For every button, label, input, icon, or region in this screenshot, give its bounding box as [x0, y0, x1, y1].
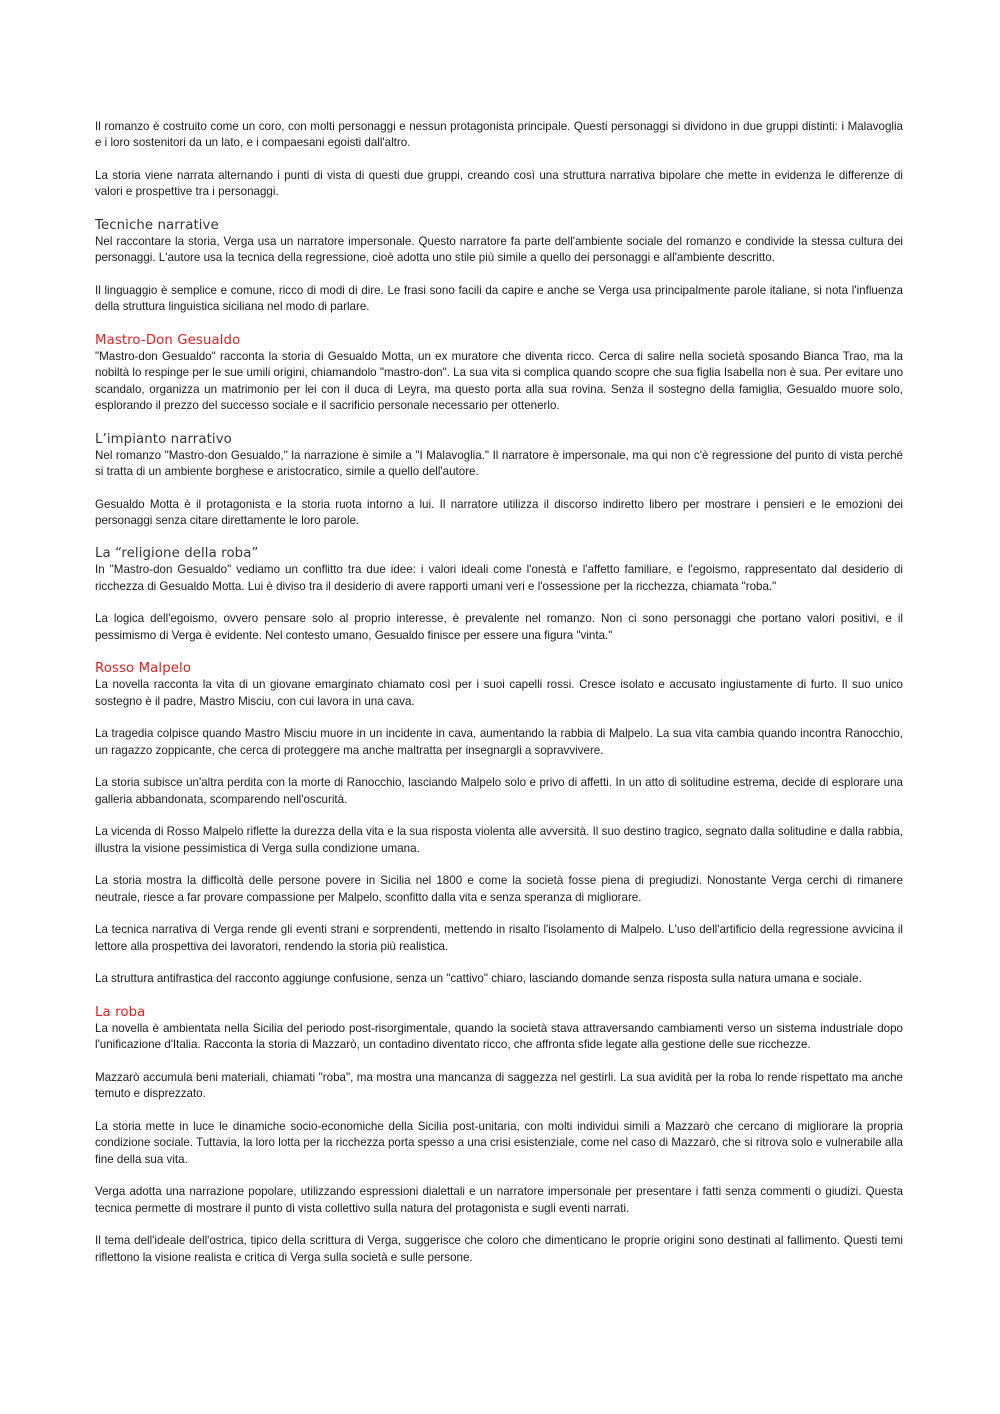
paragraph: In "Mastro-don Gesualdo" vediamo un conflitto tra due idee: i valori ideali come l'onestà e l'affetto familiare, e l'egoismo, rappresentato dal desiderio di ricchezza di Gesualdo Motta. Lui è diviso tra il desiderio di avere rapporti umani veri e l'ossessione per la ricchezza, chiamata "roba." [95, 563, 903, 593]
paragraph: Nel raccontare la storia, Verga usa un narratore impersonale. Questo narratore fa parte dell'ambiente sociale del romanzo e condivide la stessa cultura dei personaggi. L'autore usa la tecnica della regressione, cioè adotta uno stile più simile a quello dei personaggi e all'ambiente descritto. [95, 234, 903, 265]
paragraph: La storia viene narrata alternando i punti di vista di questi due gruppi, creando così una struttura narrativa bipolare che mette in evidenza le differenze di valori e prospettive tra i personaggi. [95, 168, 903, 199]
section-heading-mastro-don-gesualdo: Mastro-Don Gesualdo [95, 332, 241, 348]
section-heading-religione-della-roba: La “religione della roba” [95, 546, 259, 562]
paragraph: La tecnica narrativa di Verga rende gli eventi strani e sorprendenti, mettendo in risalto l'isolamento di Malpelo. L'uso dell'artificio della regressione avvicina il lettore alla prospettiva dei lavoratori, rendendo la storia più realistica. [95, 923, 903, 953]
paragraph: La storia mostra la difficoltà delle persone povere in Sicilia nel 1800 e come la società fosse piena di pregiudizi. Nonostante Verga cerchi di rimanere neutrale, riesce a far provare compassione per Malpelo, sconfitto dalla vita e senza speranza di migliorare. [95, 874, 903, 904]
paragraph: La storia subisce un'altra perdita con la morte di Ranocchio, lasciando Malpelo solo e privo di affetti. In un atto di solitudine estrema, decide di esplorare una galleria abbandonata, scomparendo nell'oscurità. [95, 776, 903, 806]
paragraph: Il romanzo è costruito come un coro, con molti personaggi e nessun protagonista principale. Questi personaggi si dividono in due gruppi distinti: i Malavoglia e i loro sostenitori da un lato, e i compaesani egoisti dall'altro. [95, 120, 903, 150]
paragraph: Il linguaggio è semplice e comune, ricco di modi di dire. Le frasi sono facili da capire e anche se Verga usa principalmente parole italiane, si nota l'influenza della struttura linguistica siciliana nel modo di parlare. [95, 283, 903, 314]
paragraph: La logica dell'egoismo, ovvero pensare solo al proprio interesse, è prevalente nel romanzo. Non ci sono personaggi che portano valori positivi, e il pessimismo di Verga è evidente. Nel contesto umano, Gesualdo finisce per essere una figura "vinta." [95, 612, 903, 642]
document-page [95, 119, 903, 1282]
paragraph: Mazzarò accumula beni materiali, chiamati "roba", ma mostra una mancanza di saggezza nel gestirli. La sua avidità per la roba lo rende rispettato ma anche temuto e disprezzato. [95, 1071, 903, 1101]
paragraph: La tragedia colpisce quando Mastro Misciu muore in un incidente in cava, aumentando la rabbia di Malpelo. La sua vita cambia quando incontra Ranocchio, un ragazzo zoppicante, che cerca di proteggere ma anche maltratta per insegnargli a sopravvivere. [95, 727, 903, 757]
section-heading-rosso-malpelo: Rosso Malpelo [95, 661, 192, 677]
paragraph: La novella racconta la vita di un giovane emarginato chiamato così per i suoi capelli rossi. Cresce isolato e accusato ingiustamente di furto. Il suo unico sostegno è il padre, Mastro Misciu, con cui lavora in una cava. [95, 678, 903, 708]
paragraph: La vicenda di Rosso Malpelo riflette la durezza della vita e la sua risposta violenta alle avversità. Il suo destino tragico, segnato dalla solitudine e dalla rabbia, illustra la visione pessimistica di Verga sulla condizione umana. [95, 825, 903, 855]
paragraph: "Mastro-don Gesualdo" racconta la storia di Gesualdo Motta, un ex muratore che diventa ricco. Cerca di salire nella società sposando Bianca Trao, ma la nobiltà lo respinge per le sue umili origini, chiamandolo "mastro-don". La sua vita si complica quando scopre che sua figlia Isabella non è sua. Per evitare uno scandalo, organizza un matrimonio per lei con il duca di Leyra, ma questo porta alla sua rovina. Senza il sostegno della famiglia, Gesualdo muore solo, esplorando il prezzo del successo sociale e il sacrificio personale necessario per ottenerlo. [95, 349, 904, 412]
section-heading-impianto-narrativo: L’impianto narrativo [95, 431, 232, 447]
paragraph: La novella è ambientata nella Sicilia del periodo post-risorgimentale, quando la società stava attraversando cambiamenti verso un sistema industriale dopo l'unificazione d'Italia. Racconta la storia di Mazzarò, un contadino diventato ricco, che affronta sfide legate alla gestione delle sue ricchezze. [95, 1022, 903, 1052]
section-heading-tecniche-narrative: Tecniche narrative [95, 217, 219, 233]
paragraph: La storia mette in luce le dinamiche socio-economiche della Sicilia post-unitaria, con molti individui simili a Mazzarò che cercano di migliorare la propria condizione sociale. Tuttavia, la loro lotta per la ricchezza porta spesso a una crisi esistenziale, come nel caso di Mazzarò, che si ritrova solo e vulnerabile alla fine della sua vita. [95, 1120, 903, 1166]
section-heading-la-roba: La roba [95, 1005, 146, 1021]
paragraph: Gesualdo Motta è il protagonista e la storia ruota intorno a lui. Il narratore utilizza il discorso indiretto libero per mostrare i pensieri e le emozioni dei personaggi senza citare direttamente le loro parole. [95, 497, 903, 527]
paragraph: Nel romanzo "Mastro-don Gesualdo," la narrazione è simile a "I Malavoglia." Il narratore è impersonale, ma qui non c'è regressione del punto di vista perché si tratta di un ambiente borghese e aristocratico, simile a quello dell'autore. [95, 448, 903, 478]
paragraph: Verga adotta una narrazione popolare, utilizzando espressioni dialettali e un narratore impersonale per presentare i fatti senza commenti o giudizi. Questa tecnica permette di mostrare il punto di vista collettivo sulla natura del protagonista e sugli eventi narrati. [95, 1185, 903, 1215]
paragraph: La struttura antifrastica del racconto aggiunge confusione, senza un "cattivo" chiaro, lasciando domande senza risposta sulla natura umana e sociale. [95, 972, 862, 986]
paragraph: Il tema dell'ideale dell'ostrica, tipico della scrittura di Verga, suggerisce che coloro che dimenticano le proprie origini sono destinati al fallimento. Questi temi riflettono la visione realista e critica di Verga sulla società e sulle persone. [95, 1234, 903, 1264]
